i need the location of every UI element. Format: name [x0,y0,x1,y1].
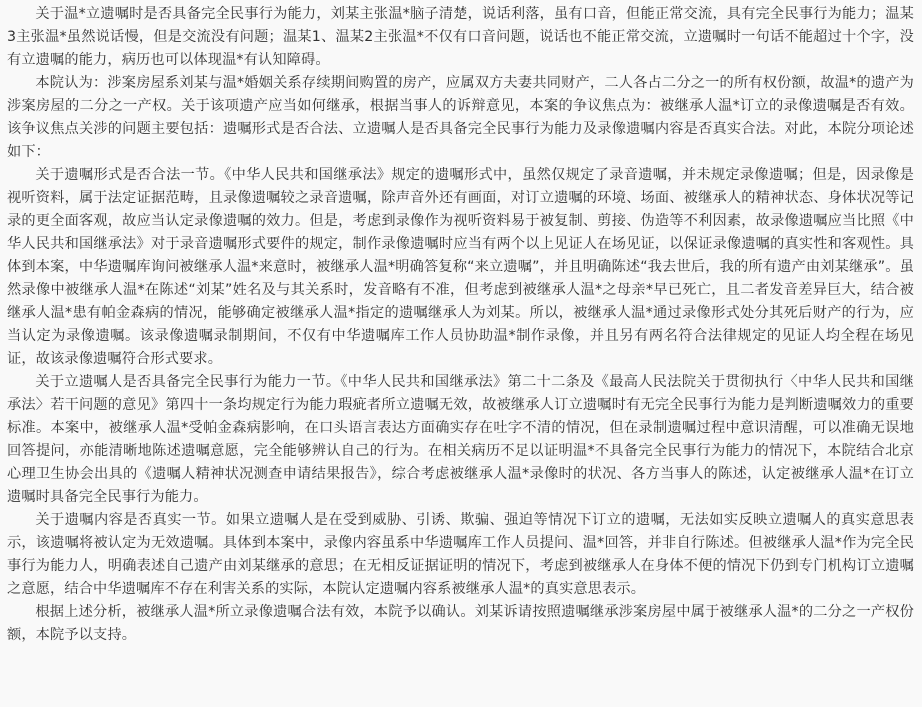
paragraph-court-opinion: 本院认为：涉案房屋系刘某与温*婚姻关系存续期间购置的房产，应属双方夫妻共同财产，二人各占二分之一的所有权份额，故温*的遗产为涉案房屋的二分之一产权。关于该项遗产应当如何继承，根据当事人的诉辩意见，本案的争议焦点为：被继承人温*订立的录像遗嘱是否有效。该争议焦点关涉的问题主要包括：遗嘱形式是否合法、立遗嘱人是否具备完全民事行为能力及录像遗嘱内容是否真实合法。对此，本院分项论述如下： [7,75,914,160]
paragraph-will-form: 关于遗嘱形式是否合法一节。《中华人民共和国继承法》规定的遗嘱形式中，虽然仅规定了录音遗嘱，并未规定录像遗嘱；但是，因录像是视听资料，属于法定证据范畴，且录像遗嘱较之录音遗嘱，除声音外还有画面，对订立遗嘱的环境、场面、被继承人的精神状态、身体状况等记录的更全面客观，故应当认定录像遗嘱的效力。但是，考虑到录像作为视听资料易于被复制、剪接、伪造等不利因素，故录像遗嘱应当比照《中华人民共和国继承法》对于录音遗嘱形式要件的规定，制作录像遗嘱时应当有两个以上见证人在场见证，以保证录像遗嘱的真实性和客观性。具体到本案，中华遗嘱库询问被继承人温*来意时，被继承人温*明确答复称“来立遗嘱”，并且明确陈述“我去世后，我的所有遗产由刘某继承”。虽然录像中被继承人温*在陈述“刘某”姓名及与其关系时，发音略有不准，但考虑到被继承人温*之母亲*早已死亡，且二者发音差异巨大，结合被继承人温*患有帕金森病的情况，能够确定被继承人温*指定的遗嘱继承人为刘某。所以，被继承人温*通过录像形式处分其死后财产的行为，应当认定为录像遗嘱。该录像遗嘱录制期间，不仅有中华遗嘱库工作人员协助温*制作录像，并且另有两名符合法律规定的见证人均全程在场见证，故该录像遗嘱符合形式要求。 [7,167,914,367]
paragraph-will-content: 关于遗嘱内容是否真实一节。如果立遗嘱人是在受到威胁、引诱、欺骗、强迫等情况下订立的遗嘱，无法如实反映立遗嘱人的真实意思表示，该遗嘱将被认定为无效遗嘱。具体到本案中，录像内容虽系中华遗嘱库工作人员提问、温*回答，并非自行陈述。但被继承人温*作为完全民事行为能力人，明确表述自己遗产由刘某继承的意思；在无相反证据证明的情况下，考虑到被继承人在身体不便的情况下仍到专门机构订立遗嘱之意愿，结合中华遗嘱库不存在利害关系的实际，本院认定遗嘱内容系被继承人温*的真实意思表示。 [7,512,914,597]
paragraph-testator-capacity: 关于立遗嘱人是否具备完全民事行为能力一节。《中华人民共和国继承法》第二十二条及《最高人民法院关于贯彻执行〈中华人民共和国继承法〉若干问题的意见》第四十一条均规定行为能力瑕疵者所立遗嘱无效，故被继承人订立遗嘱时有无完全民事行为能力是判断遗嘱效力的重要标准。本案中，被继承人温*受帕金森病影响，在口头语言表达方面确实存在吐字不清的情况，但在录制遗嘱过程中意识清醒，可以准确无误地回答提问，亦能清晰地陈述遗嘱意愿，完全能够辨认自己的行为。在相关病历不足以证明温*不具备完全民事行为能力的情况下，本院结合北京心理卫生协会出具的《遗嘱人精神状况测查申请结果报告》，综合考虑被继承人温*录像时的状况、各方当事人的陈述，认定被继承人温*在订立遗嘱时具备完全民事行为能力。 [7,374,914,505]
paragraph-capacity-claims: 关于温*立遗嘱时是否具备完全民事行为能力，刘某主张温*脑子清楚，说话利落，虽有口音，但能正常交流，具有完全民事行为能力；温某3主张温*虽然说话慢，但是交流没有问题；温某1、温某2主张温*不仅有口音问题，说话也不能正常交流，立遗嘱时一句话不能超过十个字，没有立遗嘱的能力，病历也可以体现温*有认知障碍。 [7,6,914,68]
paragraph-conclusion: 根据上述分析，被继承人温*所立录像遗嘱合法有效，本院予以确认。刘某诉请按照遗嘱继承涉案房屋中属于被继承人温*的二分之一产权份额，本院予以支持。 [7,604,914,643]
